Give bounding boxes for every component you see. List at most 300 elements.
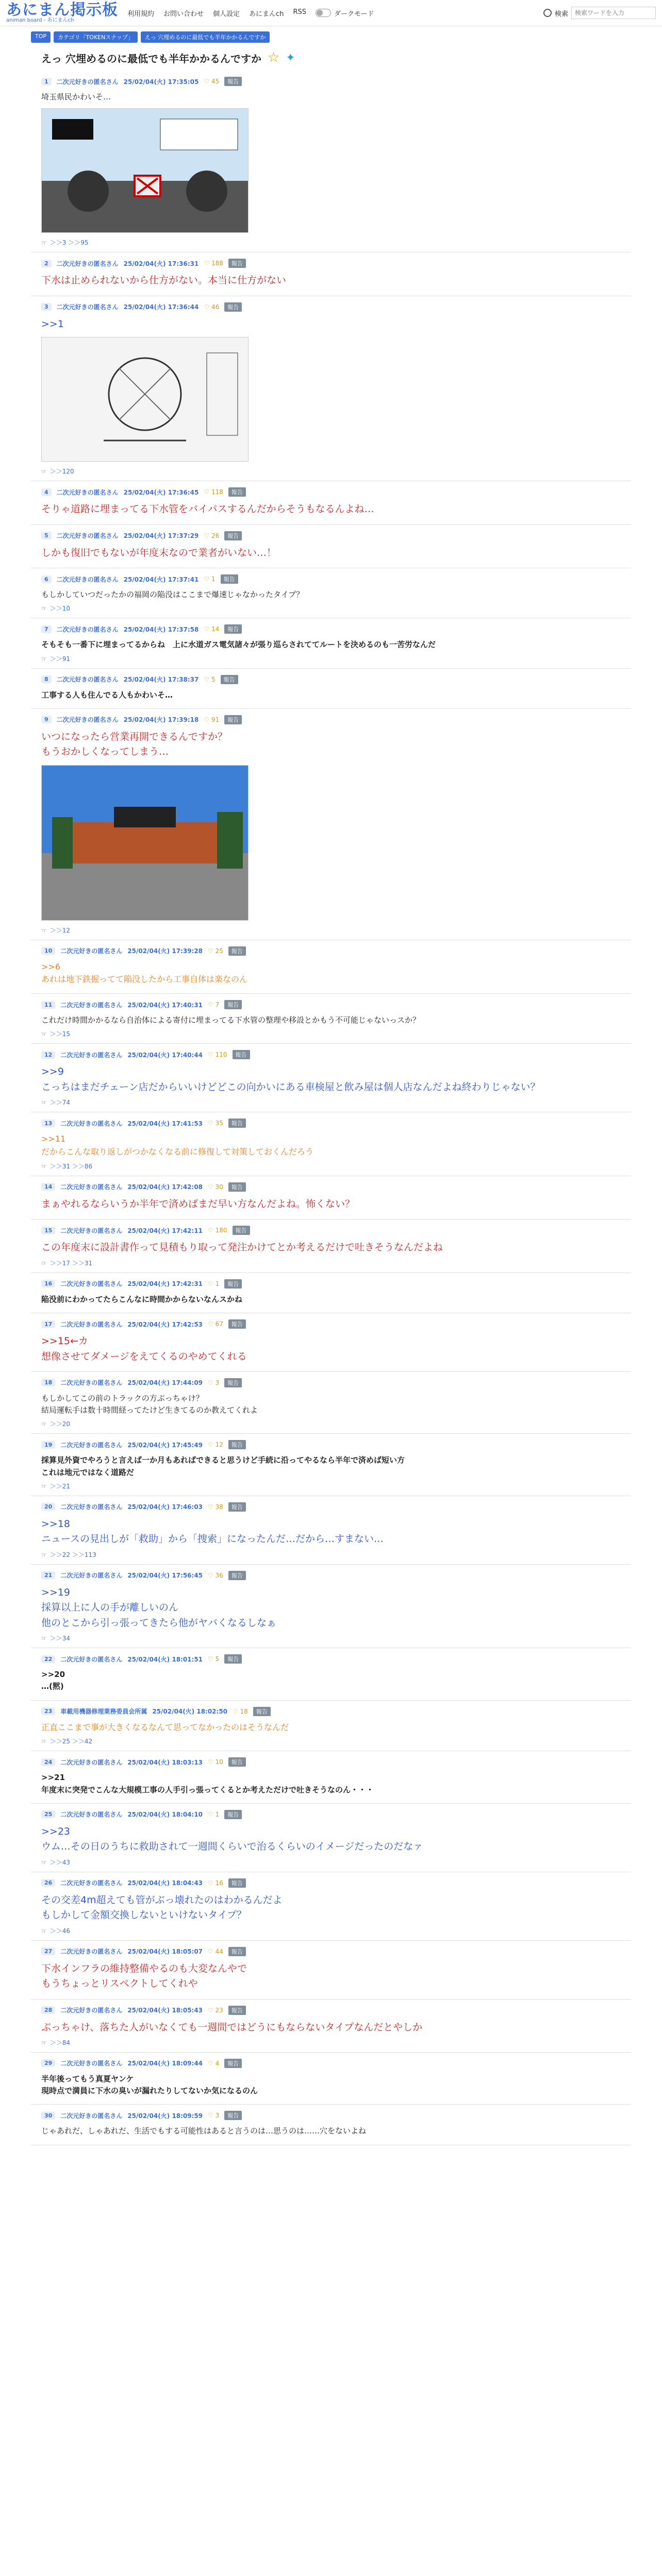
- like-count[interactable]: [208, 2112, 219, 2119]
- reply-links: [41, 1098, 621, 1107]
- report-button[interactable]: 報告: [224, 1654, 242, 1664]
- post-meta: [41, 1050, 621, 1059]
- reply-links: [41, 1419, 621, 1428]
- search-icon[interactable]: [543, 9, 552, 17]
- like-count[interactable]: [204, 716, 219, 723]
- reply-links: [41, 1737, 621, 1745]
- post-author: 二次元好きの匿名さん: [60, 1051, 123, 1059]
- post-date: 25/02/04(火) 17:42:11: [127, 1227, 203, 1234]
- hand-icon: ☞: [41, 1420, 47, 1428]
- post-number[interactable]: 19: [41, 1441, 55, 1449]
- post-author: 二次元好きの匿名さん: [60, 1379, 123, 1387]
- toggle-switch[interactable]: [316, 9, 331, 17]
- post-date: 25/02/04(火) 18:01:51: [127, 1655, 203, 1663]
- like-count[interactable]: [208, 1183, 223, 1191]
- post-date: 25/02/04(火) 17:37:58: [123, 625, 199, 633]
- favorite-star-icon[interactable]: ☆: [267, 50, 280, 65]
- post-author: 二次元好きの匿名さん: [60, 947, 123, 955]
- post-number[interactable]: 12: [41, 1051, 55, 1059]
- post: [31, 994, 631, 1044]
- post-body: >>11 だからこんな取り返しがつかなくなる前に修復して対策しておくんだろう: [41, 1134, 314, 1157]
- report-button[interactable]: 報告: [228, 1440, 246, 1449]
- post-number[interactable]: 9: [41, 716, 52, 723]
- post-image-photo[interactable]: [41, 765, 249, 921]
- post-number[interactable]: 14: [41, 1183, 55, 1191]
- post-body: 下水は止められないから仕方がない。本当に仕方がない: [41, 275, 287, 286]
- twitter-share-icon[interactable]: ✦: [286, 51, 295, 64]
- post: [31, 252, 631, 296]
- post-meta: [41, 1571, 621, 1580]
- like-count[interactable]: [208, 1758, 223, 1766]
- like-count[interactable]: [204, 260, 223, 267]
- report-button[interactable]: 報告: [228, 1947, 246, 1956]
- post-author: 二次元好きの匿名さん: [60, 2060, 123, 2067]
- dark-mode-label: ダークモード: [334, 10, 374, 18]
- post-body: 正直ここまで事が大きくなるなんて思ってなかったのはそうなんだ: [41, 1722, 289, 1732]
- post: [31, 1648, 631, 1701]
- post: [31, 2105, 631, 2145]
- heart-icon: ♡: [208, 1571, 213, 1579]
- post: [31, 669, 631, 709]
- report-button[interactable]: 報告: [228, 1757, 246, 1767]
- hand-icon: ☞: [41, 1738, 47, 1745]
- post-body: じゃあれだ、しゃあれだ、生活でもする可能性はあると言うのは…思うのは……穴をないよね: [41, 2126, 367, 2136]
- hand-icon: ☞: [41, 1030, 47, 1038]
- post-body: これだけ時間かかるなら自治体による寄付に埋まってる下水管の整理や移設とかもう不可能じゃないっスか？: [41, 1015, 421, 1025]
- post-author: 二次元好きの匿名さん: [60, 1320, 123, 1328]
- nav-rss[interactable]: RSS: [293, 8, 306, 16]
- hand-icon: ☞: [41, 605, 47, 613]
- post-number[interactable]: 26: [41, 1879, 55, 1887]
- search-label: 検索: [554, 10, 568, 18]
- post-date: 25/02/04(火) 17:38:37: [123, 676, 199, 683]
- reply-anchor[interactable]: ＞＞12: [49, 926, 71, 934]
- post-body: しかも復旧でもないが年度末なので業者がいない…！: [41, 547, 277, 558]
- reply-links: [41, 654, 621, 663]
- breadcrumb-category[interactable]: カテゴリ「TOKENスナップ」: [54, 31, 138, 43]
- post-date: 25/02/04(火) 17:36:44: [123, 303, 199, 311]
- reply-links: [41, 1029, 621, 1038]
- post-date: 25/02/04(火) 17:39:18: [123, 716, 199, 724]
- reply-anchor[interactable]: ＞＞17 ＞＞31: [49, 1259, 93, 1267]
- post-author: 二次元好きの匿名さん: [60, 1572, 123, 1580]
- post-date: 25/02/04(火) 17:46:03: [127, 1503, 203, 1511]
- heart-icon: ♡: [208, 1655, 213, 1663]
- post: [31, 1496, 631, 1565]
- report-button[interactable]: 報告: [228, 1118, 246, 1128]
- like-count[interactable]: [208, 1811, 219, 1818]
- post-date: 25/02/04(火) 18:04:43: [127, 1879, 203, 1887]
- report-button[interactable]: 報告: [228, 946, 246, 956]
- hand-icon: ☞: [41, 1482, 47, 1490]
- post-body: >>21 年度末に突発でこんな大規模工事の人手引っ張ってくるとか考えただけで吐きそうなのん・・・: [41, 1773, 374, 1794]
- report-button[interactable]: 報告: [224, 77, 242, 86]
- post-meta: [41, 675, 621, 684]
- post-number[interactable]: 1: [41, 78, 52, 86]
- post-author: 二次元好きの匿名さん: [60, 1655, 123, 1663]
- heart-icon: ♡: [208, 1051, 213, 1059]
- reply-anchor[interactable]: ＞＞120: [49, 468, 74, 476]
- post: [31, 1999, 631, 2053]
- reply-anchor[interactable]: ＞＞25 ＞＞42: [49, 1738, 93, 1745]
- post-meta: [41, 1654, 621, 1664]
- like-count[interactable]: [204, 488, 223, 496]
- like-number: 7: [215, 1001, 220, 1009]
- post-number[interactable]: 13: [41, 1120, 55, 1127]
- post-number[interactable]: 3: [41, 303, 52, 311]
- post-author: 二次元好きの匿名さん: [60, 1948, 123, 1956]
- post-number[interactable]: 16: [41, 1280, 55, 1287]
- like-count[interactable]: [204, 303, 219, 311]
- report-button[interactable]: 報告: [228, 1319, 246, 1329]
- post-number[interactable]: 27: [41, 1947, 55, 1955]
- post-body: ぶっちゃけ、落ちた人がいなくても一週間ではどうにもならないタイプなんだとやしか: [41, 2021, 423, 2033]
- nav-settings[interactable]: 個人設定: [213, 10, 240, 18]
- nav-animanch[interactable]: あにまんch: [249, 10, 284, 18]
- post-meta: [41, 2059, 621, 2068]
- reply-links: [41, 1634, 621, 1642]
- reply-anchor[interactable]: ＞＞31 ＞＞86: [49, 1162, 93, 1170]
- report-button[interactable]: 報告: [224, 624, 242, 634]
- post-body: >>20 …(黙): [41, 1670, 65, 1691]
- post-meta: [41, 1810, 621, 1819]
- like-number: 25: [215, 947, 223, 955]
- heart-icon: ♡: [208, 1320, 213, 1328]
- like-count[interactable]: [208, 947, 223, 955]
- site-header: [0, 0, 662, 26]
- like-count[interactable]: [204, 532, 219, 539]
- report-button[interactable]: 報告: [228, 1878, 246, 1888]
- report-button[interactable]: 報告: [224, 1279, 242, 1289]
- like-number: 3: [215, 1379, 220, 1386]
- breadcrumb-thread[interactable]: えっ 穴埋めるのに最低でも半年かかるんですか: [141, 31, 270, 43]
- heart-icon: ♡: [208, 1227, 213, 1234]
- post-author: 二次元好きの匿名さん: [60, 1441, 123, 1449]
- post-meta: [41, 1378, 621, 1387]
- heart-icon: ♡: [204, 532, 210, 539]
- dark-mode-toggle[interactable]: [316, 8, 374, 18]
- nav-terms[interactable]: 利用規約: [127, 10, 155, 18]
- like-count[interactable]: [208, 1051, 227, 1058]
- post-meta: [41, 1502, 621, 1512]
- post-meta: [41, 1878, 621, 1888]
- report-button[interactable]: 報告: [233, 1226, 250, 1235]
- like-count[interactable]: [204, 78, 219, 85]
- post-author: 二次元好きの匿名さん: [60, 1758, 123, 1766]
- heart-icon: ♡: [204, 303, 210, 311]
- report-button[interactable]: 報告: [221, 574, 238, 584]
- like-count[interactable]: [208, 1879, 223, 1887]
- hand-icon: ☞: [41, 1551, 47, 1558]
- like-count[interactable]: [204, 625, 219, 633]
- post-body: 採算見外資でやろうと言えば一か月もあればできると思うけど手続に沿ってやるなら半年で済めば短い方 これは地元ではなく道路だ: [41, 1455, 405, 1477]
- heart-icon: ♡: [204, 488, 210, 496]
- heart-icon: ♡: [208, 1001, 213, 1009]
- like-count[interactable]: [208, 1503, 223, 1511]
- heart-icon: ♡: [233, 1707, 238, 1715]
- thread-title: えっ 穴埋めるのに最低でも半年かかるんですか: [41, 52, 261, 65]
- post: [31, 1804, 631, 1872]
- post-image-manga[interactable]: [41, 337, 249, 462]
- report-button[interactable]: 報告: [224, 1810, 242, 1819]
- reply-anchor[interactable]: ＞＞21: [49, 1482, 71, 1490]
- post-meta: [41, 531, 621, 540]
- post: [31, 525, 631, 568]
- post-date: 25/02/04(火) 17:41:53: [127, 1120, 203, 1127]
- heart-icon: ♡: [208, 947, 213, 955]
- post-body: まぁやれるならいうか半年で済めばまだ早い方なんだよね。怖くない？: [41, 1198, 355, 1210]
- search-area: [543, 7, 656, 19]
- post-meta: [41, 624, 621, 634]
- post-meta: [41, 487, 621, 497]
- like-number: 38: [215, 1503, 223, 1511]
- post-meta: [41, 1319, 621, 1329]
- post: [31, 709, 631, 940]
- like-count[interactable]: [208, 2060, 219, 2067]
- post-author: 二次元好きの匿名さん: [56, 488, 119, 496]
- post-author: 二次元好きの匿名さん: [56, 716, 119, 724]
- logo-subtitle: animan board - あにまんch: [6, 18, 74, 23]
- post: [31, 1372, 631, 1434]
- reply-anchor[interactable]: ＞＞43: [49, 1858, 71, 1866]
- reply-anchor[interactable]: ＞＞84: [49, 2039, 71, 2046]
- header-nav: [127, 8, 306, 18]
- like-count[interactable]: [208, 1572, 223, 1579]
- post-body: >>1: [41, 318, 64, 330]
- heart-icon: ♡: [208, 1879, 213, 1887]
- post: [31, 1434, 631, 1496]
- reply-anchor[interactable]: ＞＞22 ＞＞113: [49, 1551, 96, 1558]
- post-number[interactable]: 30: [41, 2112, 55, 2120]
- post-author: 二次元好きの匿名さん: [56, 676, 119, 683]
- heart-icon: ♡: [208, 2006, 213, 2014]
- post-meta: [41, 1757, 621, 1767]
- post-date: 25/02/04(火) 18:09:59: [127, 2112, 203, 2120]
- breadcrumb-top[interactable]: TOP: [31, 31, 51, 43]
- post: [31, 940, 631, 994]
- post-body: >>9 こっちはまだチェーン店だからいいけどどこの向かいにある車検屋と飲み屋は個人店なんだよね終わりじゃない？: [41, 1066, 540, 1093]
- post-meta: [41, 1226, 621, 1235]
- like-count[interactable]: [208, 1320, 223, 1328]
- like-number: 36: [215, 1571, 223, 1579]
- report-button[interactable]: 報告: [224, 302, 242, 312]
- like-count[interactable]: [208, 1948, 223, 1955]
- reply-anchor[interactable]: ＞＞34: [49, 1635, 71, 1642]
- post-date: 25/02/04(火) 17:42:08: [127, 1183, 203, 1191]
- heart-icon: ♡: [208, 1441, 213, 1449]
- like-number: 16: [215, 1879, 223, 1887]
- post-author: 二次元好きの匿名さん: [60, 1879, 123, 1887]
- post-author: 二次元好きの匿名さん: [60, 1503, 123, 1511]
- like-count[interactable]: [208, 1227, 227, 1234]
- heart-icon: ♡: [208, 1379, 213, 1386]
- hand-icon: ☞: [41, 239, 47, 247]
- like-count[interactable]: [208, 1441, 223, 1448]
- post-author: 二次元好きの匿名さん: [60, 2112, 123, 2120]
- post-meta: [41, 715, 621, 724]
- post-number[interactable]: 25: [41, 1810, 55, 1818]
- post-number[interactable]: 17: [41, 1320, 55, 1328]
- post-image-diagram[interactable]: [41, 108, 249, 233]
- like-count[interactable]: [233, 1708, 248, 1715]
- report-button[interactable]: 報告: [224, 1000, 242, 1009]
- post-number[interactable]: 10: [41, 947, 55, 955]
- like-number: 5: [215, 1655, 220, 1663]
- report-button[interactable]: 報告: [221, 675, 238, 684]
- post-number[interactable]: 5: [41, 532, 52, 539]
- post-number[interactable]: 18: [41, 1379, 55, 1386]
- post-meta: [41, 1000, 621, 1009]
- like-count[interactable]: [204, 676, 215, 683]
- post-body: 陥没前にわかってたらこんなに時間かからないなんスかね: [41, 1294, 243, 1304]
- post-body: そりゃ道路に埋まってる下水管をバイパスするんだからそうもなるんよね…: [41, 503, 374, 515]
- like-count[interactable]: [208, 1655, 219, 1663]
- post: [31, 2053, 631, 2105]
- post-number[interactable]: 21: [41, 1571, 55, 1579]
- post-date: 25/02/04(火) 18:05:43: [127, 2007, 203, 2014]
- reply-links: [41, 2038, 621, 2047]
- like-number: 46: [211, 303, 220, 311]
- hand-icon: ☞: [41, 2039, 47, 2046]
- report-button[interactable]: 報告: [228, 1502, 246, 1512]
- post-number[interactable]: 2: [41, 260, 52, 267]
- post-number[interactable]: 6: [41, 575, 52, 583]
- like-count[interactable]: [208, 1280, 219, 1287]
- like-number: 5: [211, 675, 216, 683]
- post-body: >>6 あれは地下鉄掘ってて陥没したから工事自体は楽なのん: [41, 961, 248, 985]
- post-number[interactable]: 15: [41, 1227, 55, 1234]
- like-number: 44: [215, 1947, 223, 1955]
- post-date: 25/02/04(火) 17:42:31: [127, 1280, 203, 1288]
- heart-icon: ♡: [204, 78, 210, 85]
- reply-links: [41, 238, 621, 247]
- report-button[interactable]: 報告: [228, 259, 246, 268]
- heart-icon: ♡: [208, 2112, 213, 2120]
- post-date: 25/02/04(火) 17:37:41: [123, 575, 199, 583]
- report-button[interactable]: 報告: [228, 1571, 246, 1580]
- reply-links: [41, 926, 621, 935]
- post-meta: [41, 1440, 621, 1449]
- post-date: 25/02/04(火) 17:40:31: [127, 1001, 203, 1009]
- report-button[interactable]: 報告: [224, 2059, 242, 2068]
- like-number: 26: [211, 532, 220, 539]
- post-meta: [41, 77, 621, 86]
- post-body: もしかしてこの前のトラックの方ぶっちゃけ？ 結局運転手は数十時間経ってたけど生きてるのか教えてくれよ: [41, 1393, 258, 1415]
- like-number: 110: [215, 1051, 227, 1059]
- post-date: 25/02/04(火) 17:37:29: [123, 532, 199, 540]
- report-button[interactable]: 報告: [253, 1707, 271, 1716]
- post: [31, 1565, 631, 1648]
- reply-links: [41, 1162, 621, 1171]
- post-body: 半年後ってもう真夏ヤンケ 現時点で満員に下水の臭いが漏れたりしてないか気になるのん: [41, 2074, 258, 2096]
- post-author: 車載用機器修理業務委員会所属: [60, 1708, 147, 1716]
- report-button[interactable]: 報告: [233, 1050, 250, 1059]
- report-button[interactable]: 報告: [228, 1182, 246, 1192]
- post: [31, 1751, 631, 1804]
- post-list: [0, 71, 662, 2145]
- site-logo[interactable]: [6, 3, 118, 23]
- reply-anchor[interactable]: ＞＞15: [49, 1030, 71, 1038]
- like-count[interactable]: [208, 2007, 223, 2014]
- like-count[interactable]: [208, 1379, 219, 1386]
- like-count[interactable]: [208, 1001, 219, 1008]
- reply-anchor[interactable]: ＞＞74: [49, 1099, 71, 1107]
- reply-anchor[interactable]: ＞＞10: [49, 605, 71, 613]
- post-author: 二次元好きの匿名さん: [56, 303, 119, 311]
- post-number[interactable]: 24: [41, 1758, 55, 1766]
- post-date: 25/02/04(火) 18:02:50: [152, 1708, 228, 1716]
- post: [31, 1273, 631, 1313]
- nav-contact[interactable]: お問い合わせ: [163, 10, 204, 18]
- post-date: 25/02/04(火) 17:56:45: [127, 1572, 203, 1580]
- report-button[interactable]: 報告: [228, 2006, 246, 2015]
- post-meta: [41, 2111, 621, 2120]
- post-date: 25/02/04(火) 17:36:45: [123, 488, 199, 496]
- post-meta: [41, 1182, 621, 1192]
- like-number: 45: [211, 78, 220, 85]
- post-body: >>23 ウム…その日のうちに救助されて一週間くらいで治るくらいのイメージだったのだなァ: [41, 1825, 423, 1853]
- post-date: 25/02/04(火) 17:39:28: [127, 947, 203, 955]
- report-button[interactable]: 報告: [224, 531, 242, 540]
- like-count[interactable]: [208, 1120, 223, 1127]
- post-body: 下水インフラの維持整備やるのも大変なんやで もうちょっとリスペクトしてくれや: [41, 1962, 247, 1990]
- reply-links: [41, 1858, 621, 1867]
- like-number: 4: [215, 2059, 220, 2067]
- report-button[interactable]: 報告: [224, 715, 242, 724]
- heart-icon: ♡: [208, 1120, 213, 1127]
- reply-anchor[interactable]: ＞＞20: [49, 1420, 71, 1428]
- breadcrumb: [0, 26, 662, 43]
- like-count[interactable]: [204, 575, 215, 583]
- post-number[interactable]: 11: [41, 1001, 55, 1009]
- hand-icon: ☞: [41, 1099, 47, 1107]
- reply-anchor[interactable]: ＞＞91: [49, 655, 71, 663]
- post-body: >>18 ニュースの見出しが「救助」から「捜索」になったんだ…だから…すまない…: [41, 1518, 384, 1545]
- post-number[interactable]: 20: [41, 1503, 55, 1511]
- post-meta: [41, 2006, 621, 2015]
- reply-links: [41, 604, 621, 613]
- search-input[interactable]: [571, 7, 656, 19]
- post-number[interactable]: 8: [41, 675, 52, 683]
- post-author: 二次元好きの匿名さん: [56, 78, 119, 86]
- reply-links: [41, 1926, 621, 1935]
- report-button[interactable]: 報告: [224, 1378, 242, 1387]
- post: [31, 481, 631, 524]
- report-button[interactable]: 報告: [224, 2111, 242, 2120]
- post: [31, 1176, 631, 1219]
- post-number[interactable]: 4: [41, 488, 52, 496]
- post-body: もしかしていつだったかの福岡の陥没はここまで爆速じゃなかったタイプ？: [41, 590, 304, 599]
- report-button[interactable]: 報告: [228, 487, 246, 497]
- heart-icon: ♡: [204, 716, 210, 723]
- post-meta: [41, 1118, 621, 1128]
- heart-icon: ♡: [204, 575, 210, 583]
- like-number: 3: [215, 2112, 220, 2120]
- post-author: 二次元好きの匿名さん: [60, 1811, 123, 1819]
- post-number[interactable]: 7: [41, 625, 52, 633]
- post-number[interactable]: 22: [41, 1655, 55, 1663]
- post-meta: [41, 1707, 621, 1716]
- reply-anchor[interactable]: ＞＞3 ＞＞95: [49, 239, 89, 247]
- reply-anchor[interactable]: ＞＞46: [49, 1927, 71, 1935]
- post-meta: [41, 946, 621, 956]
- post-number[interactable]: 23: [41, 1707, 55, 1715]
- post-number[interactable]: 29: [41, 2059, 55, 2067]
- like-number: 67: [215, 1320, 223, 1328]
- post-number[interactable]: 28: [41, 2006, 55, 2014]
- heart-icon: ♡: [208, 2059, 213, 2067]
- like-number: 1: [215, 1280, 220, 1287]
